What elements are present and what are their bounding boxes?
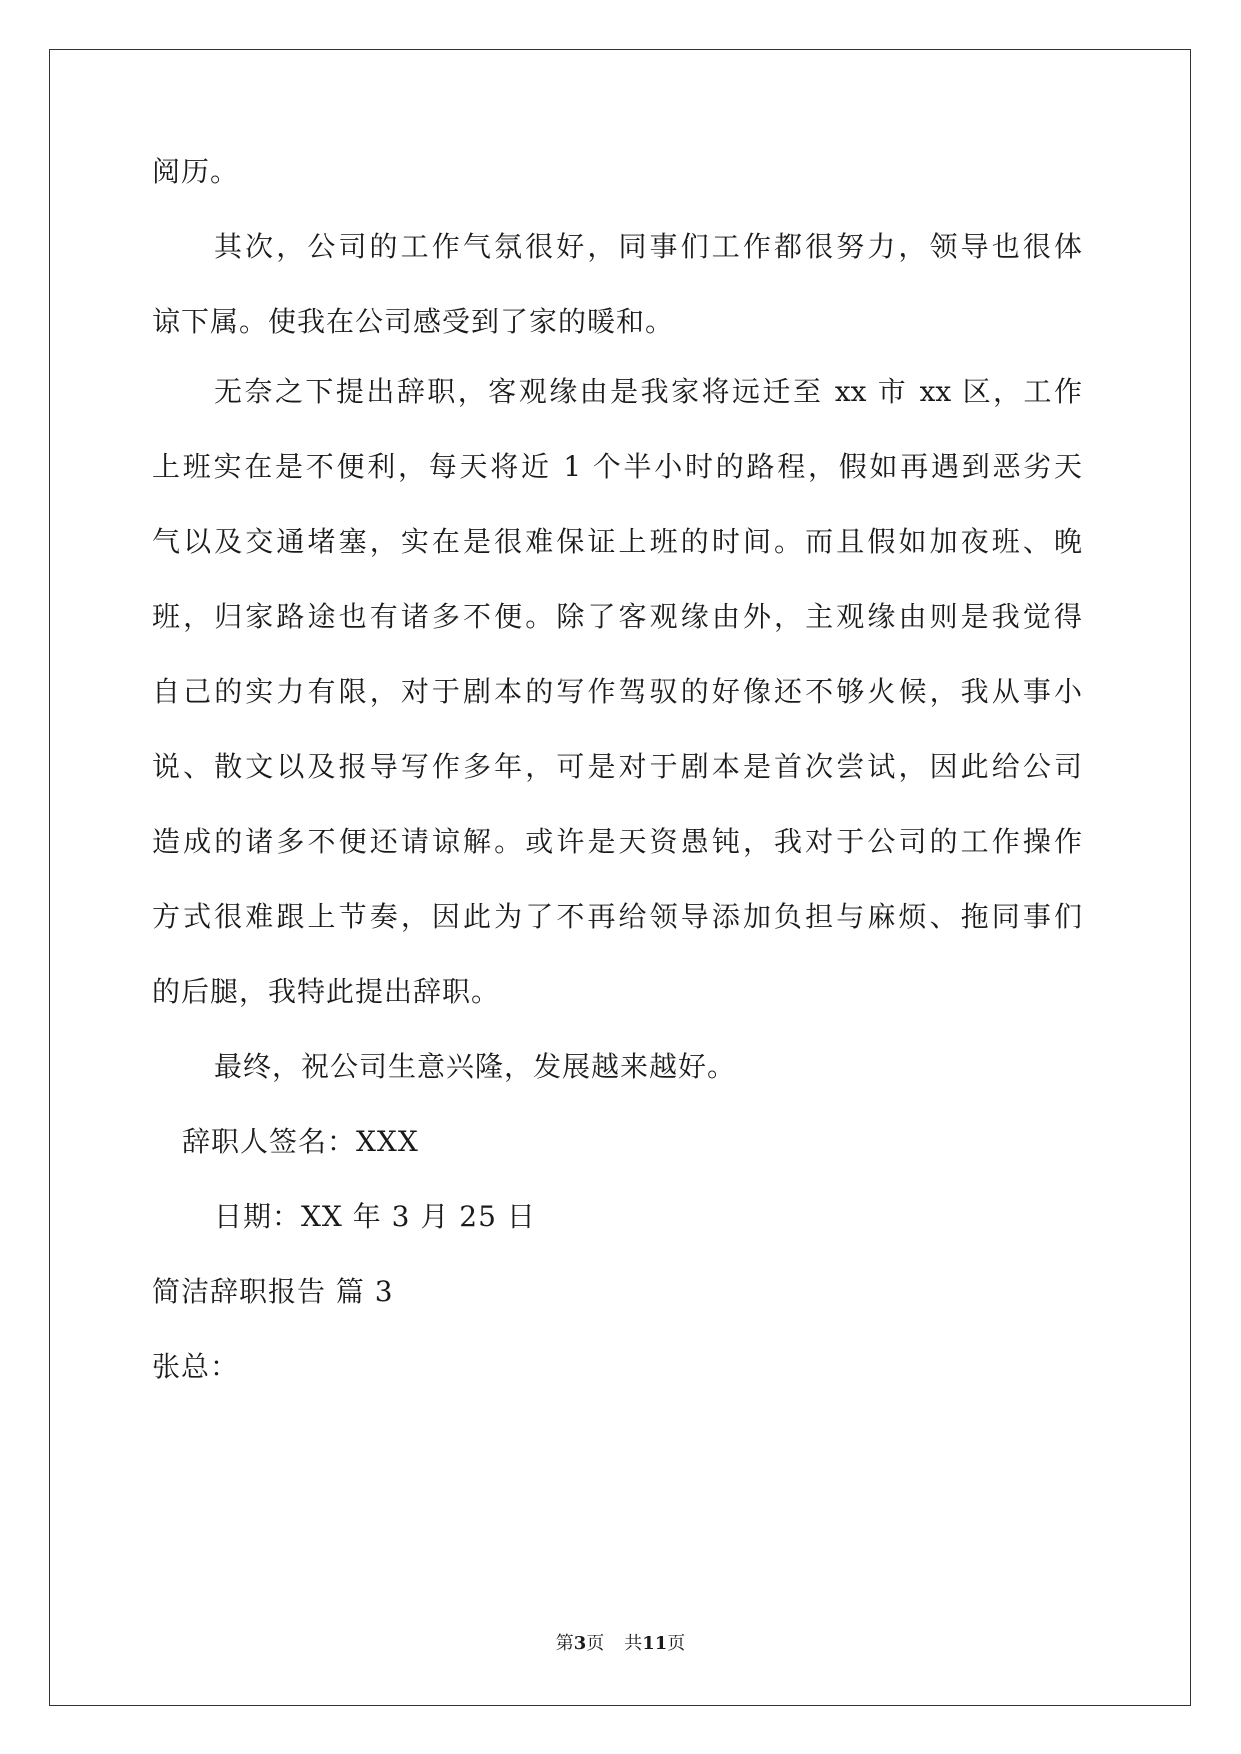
section-heading: 简洁辞职报告 篇 3 <box>152 1275 394 1308</box>
total-page-count: 11 <box>642 1633 668 1654</box>
text-line: 无奈之下提出辞职，客观缘由是我家将远迁至 xx 市 xx 区，工作 <box>214 375 1082 408</box>
text-line: 上班实在是不便利，每天将近 1 个半小时的路程，假如再遇到恶劣天 <box>152 450 1082 483</box>
page-footer <box>0 1632 1241 1656</box>
salutation: 张总： <box>152 1350 240 1383</box>
text-line: 自己的实力有限，对于剧本的写作驾驭的好像还不够火候，我从事小 <box>152 675 1082 708</box>
text-line: 班，归家路途也有诸多不便。除了客观缘由外，主观缘由则是我觉得 <box>152 600 1082 633</box>
signature-line: 辞职人签名：XXX <box>182 1125 419 1158</box>
footer-total-prefix: 共 <box>624 1633 643 1654</box>
text-line: 阅历。 <box>152 155 240 188</box>
date-line: 日期：XX 年 3 月 25 日 <box>214 1200 536 1233</box>
footer-page-unit: 页 <box>586 1633 605 1654</box>
footer-prefix: 第 <box>555 1633 574 1654</box>
closing-line: 最终，祝公司生意兴隆，发展越来越好。 <box>214 1050 737 1083</box>
footer-total-unit: 页 <box>667 1633 686 1654</box>
text-line: 方式很难跟上节奏，因此为了不再给领导添加负担与麻烦、拖同事们 <box>152 900 1082 933</box>
text-line: 的后腿，我特此提出辞职。 <box>152 975 501 1008</box>
page-border <box>49 49 1191 1706</box>
text-line: 其次，公司的工作气氛很好，同事们工作都很努力，领导也很体 <box>214 230 1082 263</box>
current-page-number: 3 <box>573 1633 587 1654</box>
text-line: 说、散文以及报导写作多年，可是对于剧本是首次尝试，因此给公司 <box>152 750 1082 783</box>
text-line: 造成的诸多不便还请谅解。或许是天资愚钝，我对于公司的工作操作 <box>152 825 1082 858</box>
text-line: 谅下属。使我在公司感受到了家的暖和。 <box>152 305 675 338</box>
text-line: 气以及交通堵塞，实在是很难保证上班的时间。而且假如加夜班、晚 <box>152 525 1082 558</box>
